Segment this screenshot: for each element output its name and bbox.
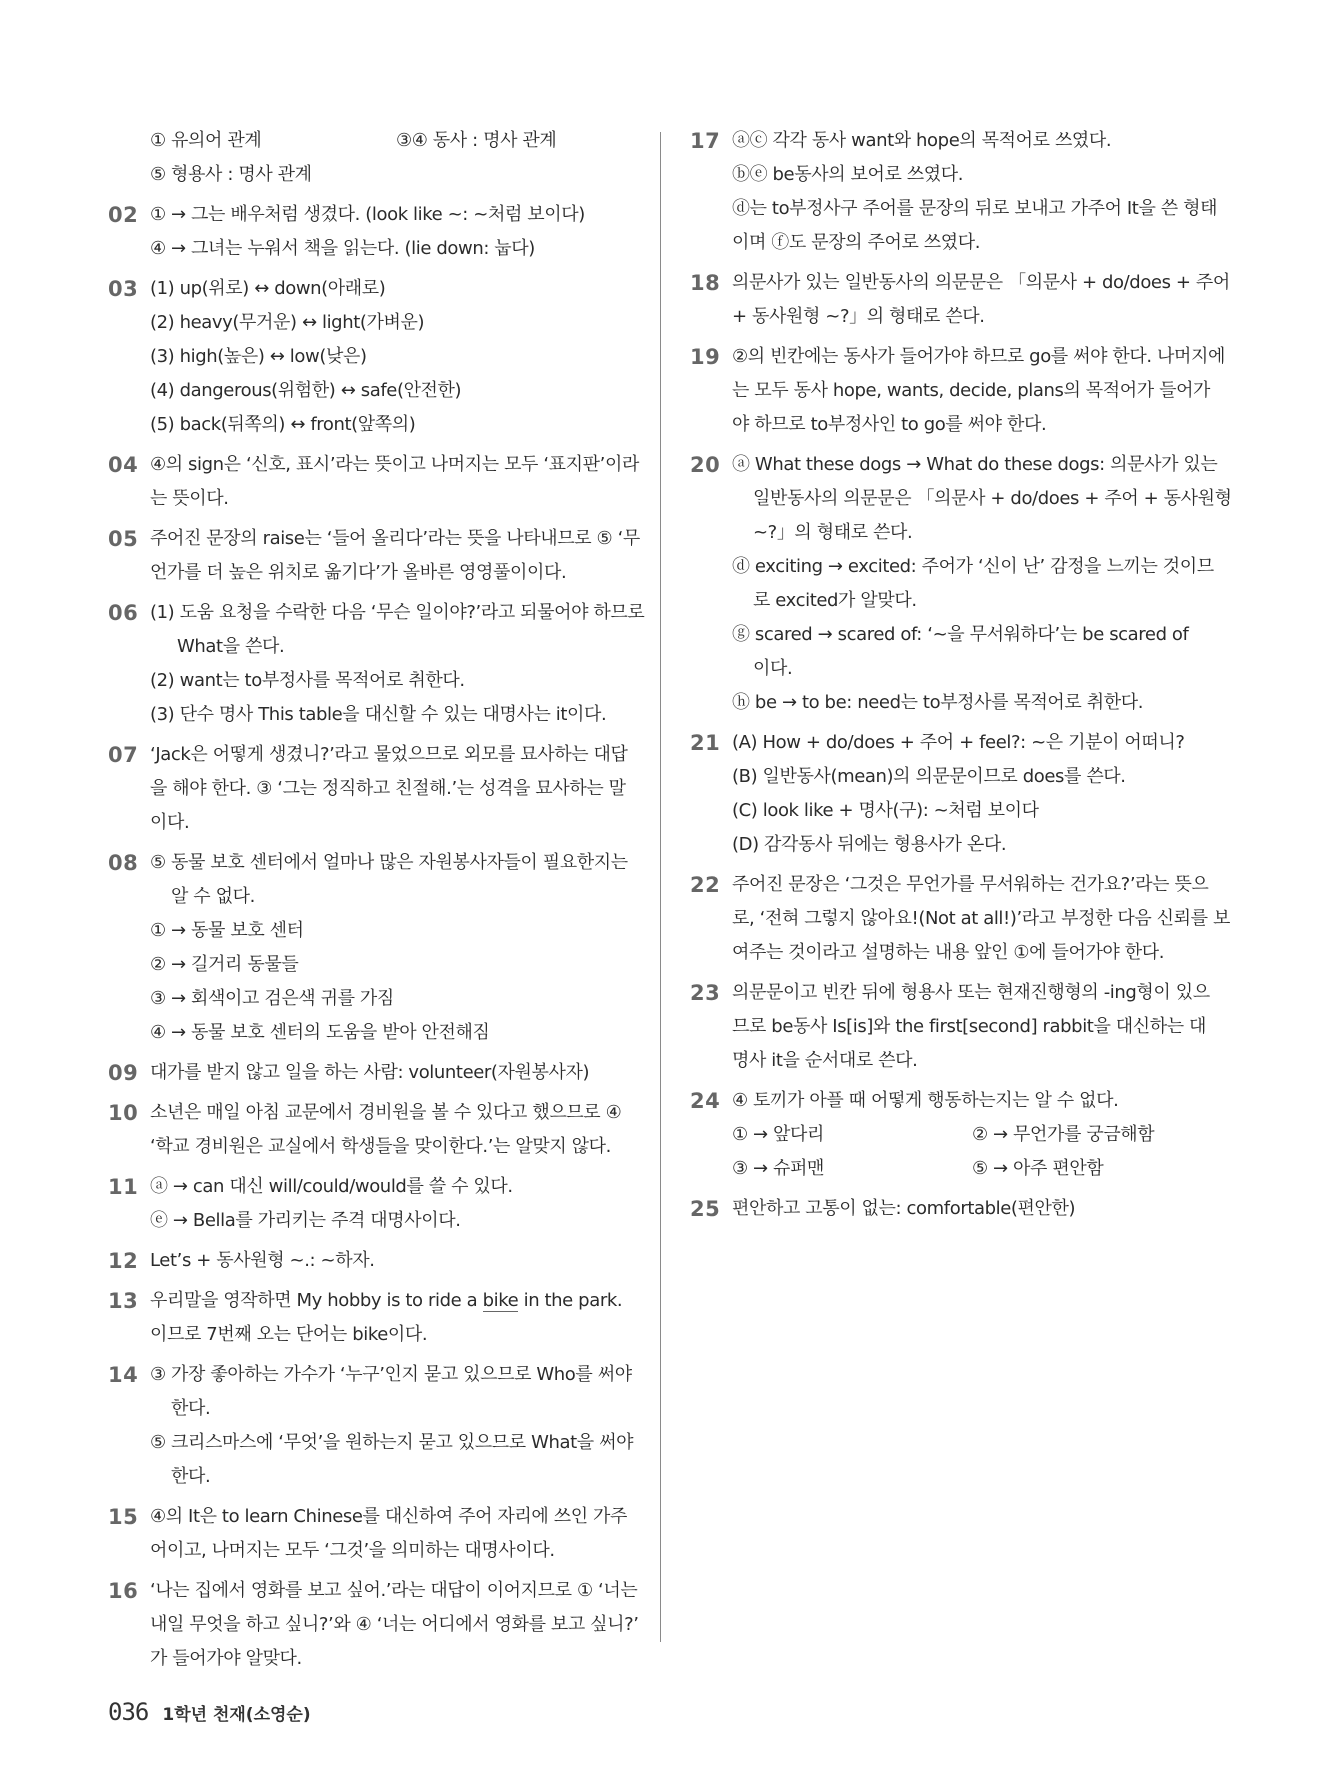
page-number: 036 <box>108 1698 149 1726</box>
explanation-line: 대가를 받지 않고 일을 하는 사람: volunteer(자원봉사자) <box>150 1062 590 1083</box>
question-number: 17 <box>690 129 721 153</box>
explanation-line: 주어진 문장의 raise는 ‘들어 올리다’라는 뜻을 나타내므로 ⑤ ‘무 <box>150 528 640 549</box>
question-number: 15 <box>108 1505 139 1529</box>
explanation-line: Let’s + 동사원형 ~.: ~하자. <box>150 1250 375 1271</box>
explanation-line: (D) 감각동사 뒤에는 형용사가 온다. <box>732 834 1007 855</box>
answer-item-24 <box>690 1084 1216 1186</box>
explanation-line: 의문사가 있는 일반동사의 의문문은 「의문사 + do/does + 주어 <box>732 272 1230 293</box>
explanation-line: ‘나는 집에서 영화를 보고 싶어.’라는 대답이 이어지므로 ① ‘너는 <box>150 1580 638 1601</box>
explanation-line: 언가를 더 높은 위치로 옮기다’가 올바른 영영풀이이다. <box>150 562 567 583</box>
explanation-line: 어이고, 나머지는 모두 ‘그것’을 의미하는 대명사이다. <box>150 1540 555 1561</box>
question-number: 23 <box>690 981 721 1005</box>
question-number: 16 <box>108 1579 139 1603</box>
question-number: 24 <box>690 1089 721 1113</box>
explanation-line: 로 excited가 알맞다. <box>753 590 917 611</box>
intro-pair <box>150 124 634 158</box>
explanation-line: 이다. <box>150 812 190 833</box>
question-number: 09 <box>108 1061 139 1085</box>
explanation-line: ~?」의 형태로 쓴다. <box>753 522 913 543</box>
explanation-line: ②의 빈칸에는 동사가 들어가야 하므로 go를 써야 한다. 나머지에 <box>732 346 1225 367</box>
column-divider <box>660 132 661 1642</box>
explanation-line: 는 뜻이다. <box>150 488 229 509</box>
intro-block <box>108 124 634 192</box>
explanation-line: 일반동사의 의문문은 「의문사 + do/does + 주어 + 동사원형 <box>753 488 1232 509</box>
explanation-line: 의문문이고 빈칸 뒤에 형용사 또는 현재진행형의 -ing형이 있으 <box>732 982 1210 1003</box>
answer-item-19 <box>690 340 1225 442</box>
explanation-line: 이므로 7번째 오는 단어는 bike이다. <box>150 1324 428 1345</box>
answer-item-22 <box>690 868 1230 970</box>
answer-item-06 <box>108 596 645 732</box>
explanation-line: 이다. <box>753 658 793 679</box>
explanation-line: 내일 무엇을 하고 싶니?’와 ④ ‘너는 어디에서 영화를 보고 싶니?’ <box>150 1614 639 1635</box>
question-number: 14 <box>108 1363 139 1387</box>
explanation-line: 는 모두 동사 hope, wants, decide, plans의 목적어가 들어가 <box>732 380 1211 401</box>
explanation-line: ⓔ → Bella를 가리키는 주격 대명사이다. <box>150 1210 461 1231</box>
explanation-line: 명사 it을 순서대로 쓴다. <box>732 1050 918 1071</box>
explanation-line: ④ 토끼가 아플 때 어떻게 행동하는지는 알 수 없다. <box>732 1090 1119 1111</box>
explanation-line: 한다. <box>171 1466 211 1487</box>
question-number: 07 <box>108 743 139 767</box>
explanation-line: ⓓ는 to부정사구 주어를 문장의 뒤로 보내고 가주어 It을 쓴 형태 <box>732 198 1218 219</box>
answer-item-05 <box>108 522 640 590</box>
explanation-line: ⓑⓔ be동사의 보어로 쓰였다. <box>732 164 964 185</box>
choice-pair-row <box>732 1118 1216 1152</box>
explanation-line: 알 수 없다. <box>171 886 255 907</box>
explanation-line: ③ 가장 좋아하는 가수가 ‘누구’인지 묻고 있으므로 Who를 써야 <box>150 1364 632 1385</box>
answer-item-13 <box>108 1284 634 1352</box>
explanation-line: ④의 sign은 ‘신호, 표시’라는 뜻이고 나머지는 모두 ‘표지판’이라 <box>150 454 639 475</box>
explanation-line: 가 들어가야 알맞다. <box>150 1648 302 1669</box>
explanation-line: (3) 단수 명사 This table을 대신할 수 있는 대명사는 it이다. <box>150 704 607 725</box>
explanation-line: 한다. <box>171 1398 211 1419</box>
answer-item-18 <box>690 266 1230 334</box>
explanation-line: ⑤ 동물 보호 센터에서 얼마나 많은 자원봉사자들이 필요한지는 <box>150 852 628 873</box>
question-number: 25 <box>690 1197 721 1221</box>
explanation-line: 로, ‘전혀 그렇지 않아요!(Not at all!)’라고 부정한 다음 신뢰를 보 <box>732 908 1230 929</box>
answer-item-04 <box>108 448 639 516</box>
answer-item-02 <box>108 198 634 266</box>
question-number: 05 <box>108 527 139 551</box>
explanation-line: ④ → 그녀는 누워서 책을 읽는다. (lie down: 눕다) <box>150 238 535 259</box>
intro-line: ⑤ 형용사 : 명사 관계 <box>150 164 312 185</box>
question-number: 11 <box>108 1175 139 1199</box>
explanation-line <box>150 1284 634 1318</box>
answer-item-08 <box>108 846 634 1050</box>
explanation-line: ⑤ 크리스마스에 ‘무엇’을 원하는지 묻고 있으므로 What을 써야 <box>150 1432 634 1453</box>
answer-item-15 <box>108 1500 634 1568</box>
explanation-line: ④ → 동물 보호 센터의 도움을 받아 안전해짐 <box>150 1022 490 1043</box>
explanation-line: ⓗ be → to be: need는 to부정사를 목적어로 취한다. <box>732 692 1144 713</box>
answer-item-14 <box>108 1358 634 1494</box>
answer-item-23 <box>690 976 1216 1078</box>
answer-item-17 <box>690 124 1216 260</box>
question-number: 06 <box>108 601 139 625</box>
choice-line: ⑤ → 아주 편안함 <box>972 1158 1104 1179</box>
question-number: 02 <box>108 203 139 227</box>
question-number: 19 <box>690 345 721 369</box>
answer-item-16 <box>108 1574 639 1676</box>
explanation-line: (2) heavy(무거운) ↔ light(가벼운) <box>150 312 425 333</box>
explanation-line: ③ → 회색이고 검은색 귀를 가짐 <box>150 988 394 1009</box>
question-number: 04 <box>108 453 139 477</box>
explanation-line: (B) 일반동사(mean)의 의문문이므로 does를 쓴다. <box>732 766 1126 787</box>
sentence-part: 우리말을 영작하면 My hobby is to ride a <box>150 1290 483 1311</box>
explanation-line: + 동사원형 ~?」의 형태로 쓴다. <box>732 306 985 327</box>
explanation-line: 편안하고 고통이 없는: comfortable(편안한) <box>732 1198 1076 1219</box>
explanation-line: ④의 It은 to learn Chinese를 대신하여 주어 자리에 쓰인 가주 <box>150 1506 627 1527</box>
choice-line: ① → 앞다리 <box>732 1124 825 1145</box>
choice-line: ② → 무언가를 궁금해함 <box>972 1124 1155 1145</box>
explanation-line: ① → 동물 보호 센터 <box>150 920 304 941</box>
question-number: 13 <box>108 1289 139 1313</box>
intro-line: ③④ 동사 : 명사 관계 <box>396 130 557 151</box>
page-footer <box>108 1698 311 1726</box>
question-number: 21 <box>690 731 721 755</box>
question-number: 12 <box>108 1249 139 1273</box>
explanation-line: (A) How + do/does + 주어 + feel?: ~은 기분이 어떠니? <box>732 732 1185 753</box>
explanation-line: 주어진 문장은 ‘그것은 무언가를 무서워하는 건가요?’라는 뜻으 <box>732 874 1209 895</box>
explanation-line: ‘학교 경비원은 교실에서 학생들을 맞이한다.’는 알맞지 않다. <box>150 1136 611 1157</box>
explanation-line: (1) 도움 요청을 수락한 다음 ‘무슨 일이야?’라고 되물어야 하므로 <box>150 602 645 623</box>
explanation-line: (4) dangerous(위험한) ↔ safe(안전한) <box>150 380 462 401</box>
question-number: 18 <box>690 271 721 295</box>
right-column <box>690 124 1232 1232</box>
question-number: 10 <box>108 1101 139 1125</box>
explanation-line: ⓓ exciting → excited: 주어가 ‘신이 난’ 감정을 느끼는 것이므 <box>732 556 1214 577</box>
answer-item-20 <box>690 448 1232 720</box>
explanation-line: ⓐⓒ 각각 동사 want와 hope의 목적어로 쓰였다. <box>732 130 1112 151</box>
answer-item-09 <box>108 1056 634 1090</box>
explanation-line: (2) want는 to부정사를 목적어로 취한다. <box>150 670 465 691</box>
answer-item-21 <box>690 726 1216 862</box>
explanation-line: (5) back(뒤쪽의) ↔ front(앞쪽의) <box>150 414 416 435</box>
explanation-line: 야 하므로 to부정사인 to go를 써야 한다. <box>732 414 1047 435</box>
explanation-line: ⓖ scared → scared of: ‘~을 무서워하다’는 be scared of <box>732 624 1189 645</box>
explanation-line: 므로 be동사 Is[is]와 the first[second] rabbit을 대신하는 대 <box>732 1016 1207 1037</box>
explanation-line: 이며 ⓕ도 문장의 주어로 쓰였다. <box>732 232 981 253</box>
intro-line: ① 유의어 관계 <box>150 130 262 151</box>
underlined-word: bike <box>482 1290 519 1311</box>
sentence-part: in the park. <box>518 1290 623 1311</box>
left-column <box>108 124 645 1682</box>
answer-item-10 <box>108 1096 634 1164</box>
explanation-line: What을 쓴다. <box>177 636 285 657</box>
explanation-line: 을 해야 한다. ③ ‘그는 정직하고 친절해.’는 성격을 묘사하는 말 <box>150 778 626 799</box>
explanation-line: ① → 그는 배우처럼 생겼다. (look like ~: ~처럼 보이다) <box>150 204 585 225</box>
question-number: 08 <box>108 851 139 875</box>
question-number: 22 <box>690 873 721 897</box>
answer-item-25 <box>690 1192 1216 1226</box>
explanation-line: 여주는 것이라고 설명하는 내용 앞인 ①에 들어가야 한다. <box>732 942 1165 963</box>
answer-item-12 <box>108 1244 634 1278</box>
explanation-line: (3) high(높은) ↔ low(낮은) <box>150 346 367 367</box>
answer-item-11 <box>108 1170 634 1238</box>
explanation-line: 소년은 매일 아침 교문에서 경비원을 볼 수 있다고 했으므로 ④ <box>150 1102 622 1123</box>
explanation-line: ⓐ → can 대신 will/could/would를 쓸 수 있다. <box>150 1176 513 1197</box>
explanation-line: ‘Jack은 어떻게 생겼니?’라고 물었으므로 외모를 묘사하는 대답 <box>150 744 628 765</box>
question-number: 03 <box>108 277 139 301</box>
book-title: 1학년 천재(소영순) <box>162 1705 311 1725</box>
explanation-line: (1) up(위로) ↔ down(아래로) <box>150 278 386 299</box>
choice-pair-row <box>732 1152 1216 1186</box>
answer-item-03 <box>108 272 634 442</box>
question-number: 20 <box>690 453 721 477</box>
choice-line: ③ → 슈퍼맨 <box>732 1158 825 1179</box>
explanation-line: (C) look like + 명사(구): ~처럼 보이다 <box>732 800 1039 821</box>
explanation-line: ⓐ What these dogs → What do these dogs: 의문사가 있는 <box>732 454 1218 475</box>
answer-item-07 <box>108 738 634 840</box>
explanation-line: ② → 길거리 동물들 <box>150 954 299 975</box>
